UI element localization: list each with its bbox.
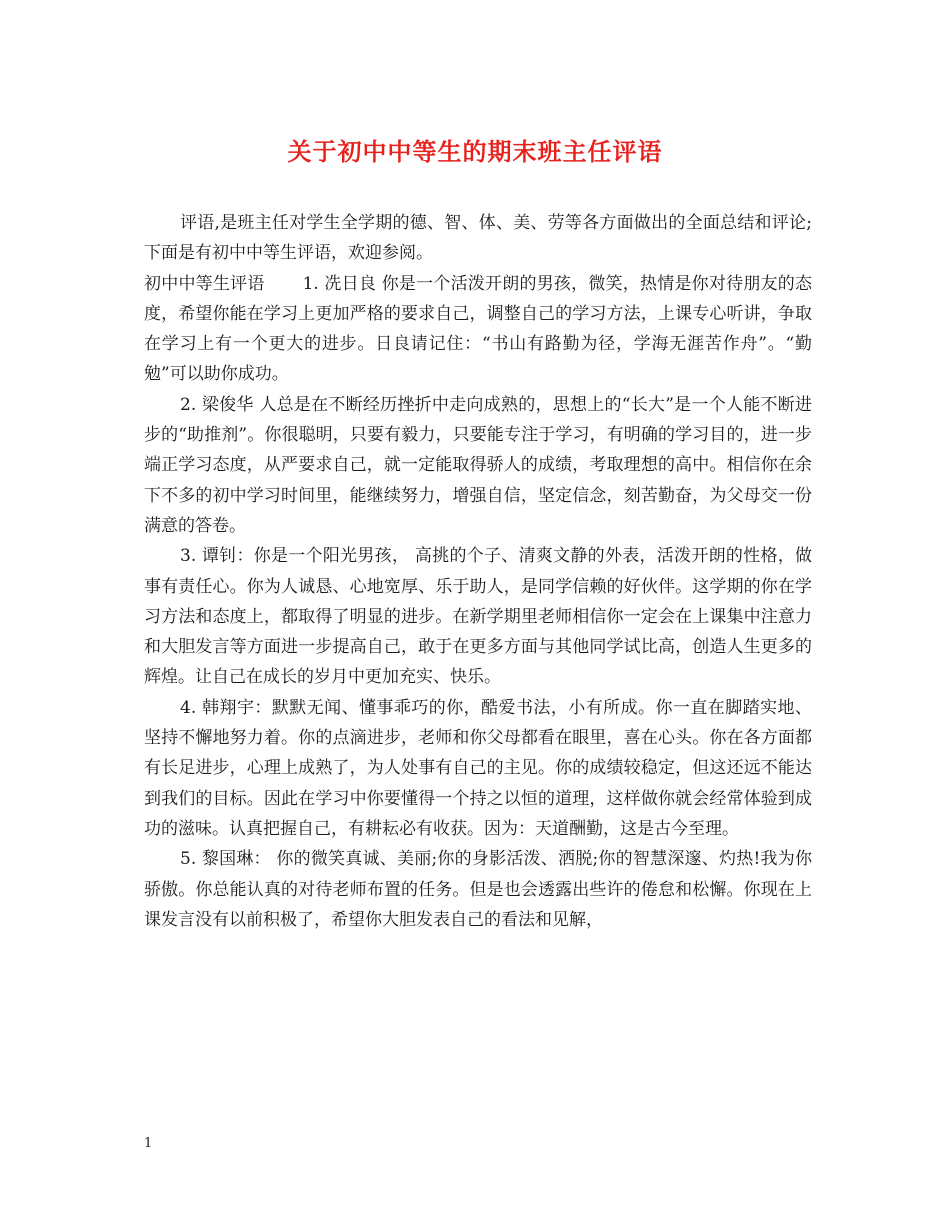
intro-paragraph: 评语,是班主任对学生全学期的德、智、体、美、劳等各方面做出的全面总结和评论;下面是有初中中等生评语，欢迎参阅。 — [144, 213, 812, 264]
document-body — [144, 208, 812, 935]
comment-3: 3. 谭钊：你是一个阳光男孩， 高挑的个子、清爽文静的外表，活泼开朗的性格，做事有责任心。你为人诚恳、心地宽厚、乐于助人，是同学信赖的好伙伴。这学期的你在学习方法和态度上，都取得了明显的进步。在新学期里老师相信你一定会在上课集中注意力和大胆发言等方面进一步提高自己，敢于在更多方面与其他同学试比高，创造人生更多的辉煌。让自己在成长的岁月中更加充实、快乐。 — [144, 546, 812, 688]
comment-4: 4. 韩翔宇：默默无闻、懂事乖巧的你，酷爱书法，小有所成。你一直在脚踏实地、坚持不懈地努力着。你的点滴进步，老师和你父母都看在眼里，喜在心头。你在各方面都有长足进步，心理上成熟了，为人处事有自己的主见。你的成绩较稳定，但这还远不能达到我们的目标。因此在学习中你要懂得一个持之以恒的道理，这样做你就会经常体验到成功的滋味。认真把握自己，有耕耘必有收获。因为：天道酬勤，这是古今至理。 — [144, 697, 812, 839]
section-paragraph — [144, 269, 812, 390]
document-title: 关于初中中等生的期末班主任评语 — [287, 137, 663, 166]
comment-5: 5. 黎国琳： 你的微笑真诚、美丽;你的身影活泼、洒脱;你的智慧深邃、灼热!我为你骄傲。你总能认真的对待老师布置的任务。但是也会透露出些许的倦怠和松懈。你现在上课发言没有以前积极了，希望你大胆发表自己的看法和见解， — [144, 849, 812, 930]
comment-2: 2. 梁俊华 人总是在不断经历挫折中走向成熟的，思想上的“长大”是一个人能不断进步的“助推剂”。你很聪明，只要有毅力，只要能专注于学习，有明确的学习目的，进一步端正学习态度，从严要求自己，就一定能取得骄人的成绩，考取理想的高中。相信你在余下不多的初中学习时间里，能继续努力，增强自信，坚定信念，刻苦勤奋，为父母交一份满意的答卷。 — [144, 394, 812, 536]
comment-1: 1. 冼日良 你是一个活泼开朗的男孩，微笑，热情是你对待朋友的态度，希望你能在学习上更加严格的要求自己，调整自己的学习方法，上课专心听讲，争取在学习上有一个更大的进步。日良请记住：“书山有路勤为径，学海无涯苦作舟”。“勤勉”可以助你成功。 — [144, 273, 813, 385]
page-number: 1 — [144, 1136, 153, 1151]
section-label: 初中中等生评语 — [144, 273, 265, 294]
